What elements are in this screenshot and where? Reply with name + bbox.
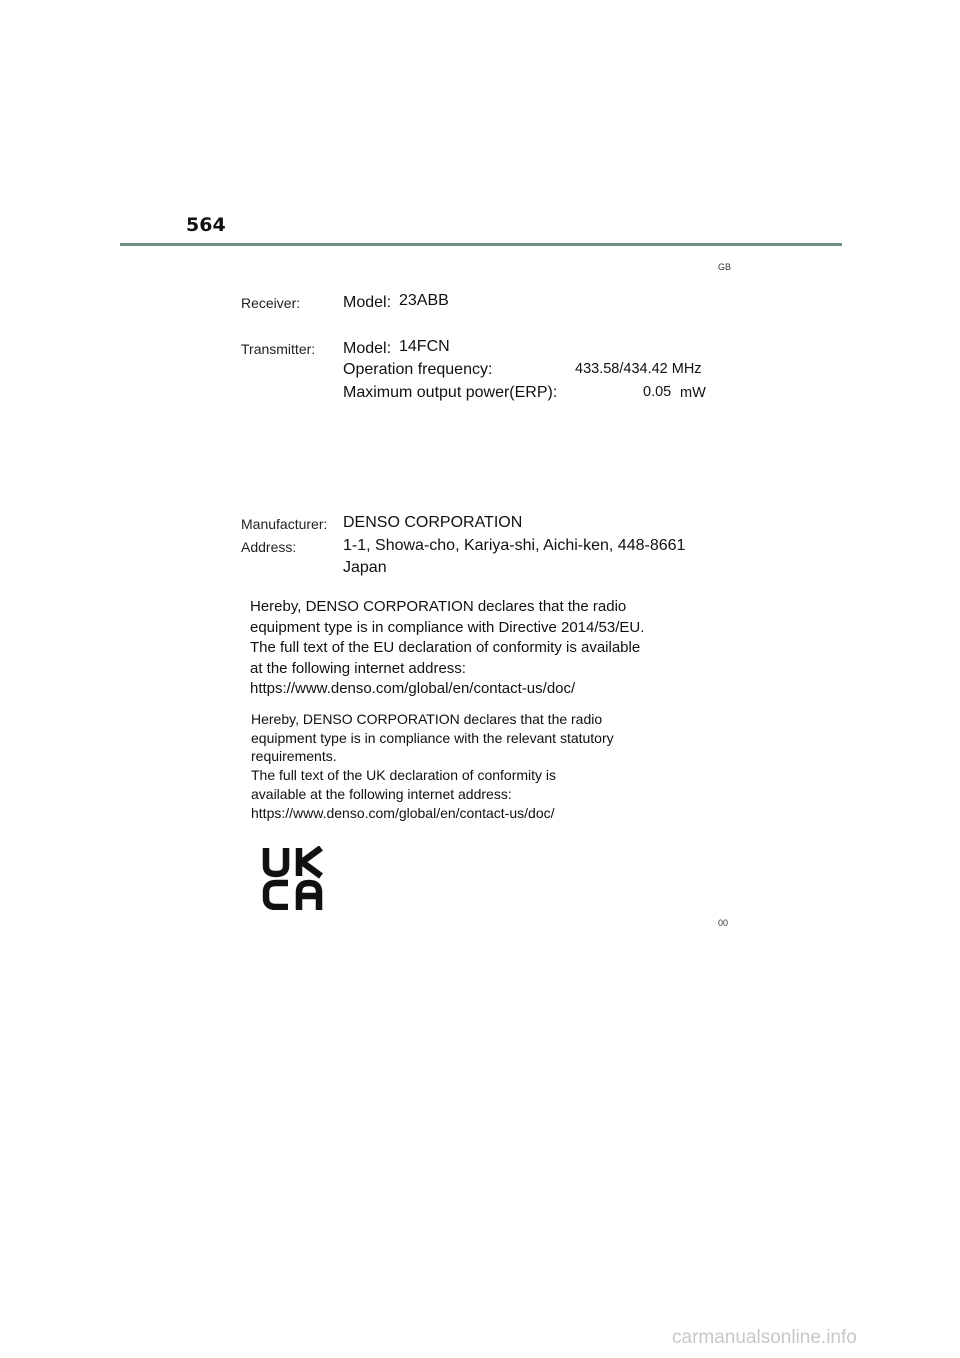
address-line-2: Japan — [343, 559, 387, 576]
power-value: 0.05 — [643, 384, 672, 400]
transmitter-model-value: 14FCN — [399, 338, 450, 355]
power-label: Maximum output power(ERP): — [343, 384, 558, 401]
receiver-model-value: 23ABB — [399, 292, 449, 309]
address-line-1: 1-1, Showa-cho, Kariya-shi, Aichi-ken, 448-8661 — [343, 537, 686, 554]
receiver-label: Receiver: — [241, 295, 301, 311]
eu-declaration-url[interactable]: https://www.denso.com/global/en/contact-us/doc/ — [250, 680, 576, 698]
eu-declaration-line: The full text of the EU declaration of conformity is available — [250, 639, 641, 657]
eu-declaration-line: at the following internet address: — [250, 659, 466, 677]
watermark: carmanualsonline.info — [672, 1327, 857, 1348]
uk-declaration-line: Hereby, DENSO CORPORATION declares that the radio — [251, 711, 603, 727]
manufacturer-label: Manufacturer: — [241, 516, 328, 532]
eu-declaration — [250, 597, 644, 700]
uk-declaration-line: equipment type is in compliance with the relevant statutory — [251, 729, 614, 746]
region-code: GB — [718, 262, 732, 272]
uk-declaration-line: available at the following internet address: — [251, 785, 512, 802]
page-number: 564 — [186, 214, 226, 236]
receiver-model-label: Model: — [343, 294, 392, 311]
uk-declaration-line: The full text of the UK declaration of conformity is — [251, 767, 557, 784]
ukca-mark-logo — [262, 846, 324, 910]
manufacturer-name: DENSO CORPORATION — [343, 514, 523, 531]
uk-declaration-url[interactable]: https://www.denso.com/global/en/contact-us/doc/ — [251, 804, 555, 821]
transmitter-label: Transmitter: — [241, 341, 316, 357]
frequency-value: 433.58/434.42 MHz — [575, 361, 702, 377]
power-unit: mW — [680, 385, 706, 401]
uk-declaration — [251, 710, 614, 822]
transmitter-model-label: Model: — [343, 340, 392, 357]
eu-declaration-line: Hereby, DENSO CORPORATION declares that the radio — [250, 598, 627, 615]
frequency-label: Operation frequency: — [343, 361, 493, 378]
footer-code: 00 — [718, 918, 729, 928]
header-rule — [120, 243, 842, 246]
address-label: Address: — [241, 539, 297, 555]
uk-declaration-line: requirements. — [251, 748, 337, 765]
eu-declaration-line: equipment type is in compliance with Directive 2014/53/EU. — [250, 618, 645, 636]
